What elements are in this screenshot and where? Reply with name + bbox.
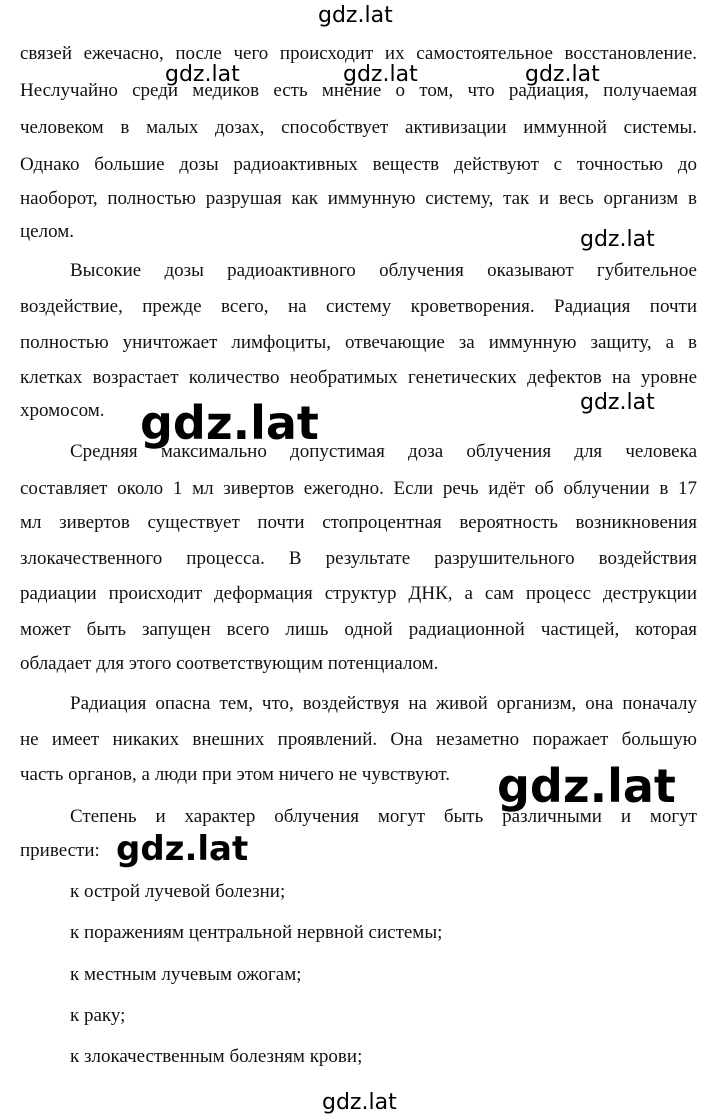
text-line: человеком в малых дозах, способствует активизации иммунной системы. (20, 117, 697, 138)
text-line: не имеет никаких внешних проявлений. Она незаметно поражает большую (20, 729, 697, 750)
text-line: воздействие, прежде всего, на систему кроветворения. Радиация почти (20, 296, 697, 317)
text-line: злокачественного процесса. В результате разрушительного воздействия (20, 548, 697, 569)
watermark: gdz.lat (580, 227, 655, 252)
text-line: составляет около 1 мл зивертов ежегодно. Если речь идёт об облучении в 17 (20, 478, 697, 499)
watermark: gdz.lat (116, 829, 249, 869)
watermark: gdz.lat (343, 62, 418, 87)
watermark: gdz.lat (140, 396, 319, 450)
text-line: клетках возрастает количество необратимых генетических дефектов на уровне (20, 367, 697, 388)
watermark: gdz.lat (525, 62, 600, 87)
text-line: хромосом. (20, 400, 105, 421)
watermark: gdz.lat (322, 1090, 397, 1115)
text-line: Высокие дозы радиоактивного облучения оказывают губительное (70, 260, 697, 281)
text-line: Однако большие дозы радиоактивных веществ действуют с точностью до (20, 154, 697, 175)
watermark: gdz.lat (165, 62, 240, 87)
text-line: может быть запущен всего лишь одной радиационной частицей, которая (20, 619, 697, 640)
text-line: Степень и характер облучения могут быть различными и могут (70, 806, 697, 827)
text-line: привести: (20, 840, 100, 861)
watermark: gdz.lat (580, 390, 655, 415)
text-line: Радиация опасна тем, что, воздействуя на живой организм, она поначалу (70, 693, 697, 714)
list-item: к раку; (70, 1005, 126, 1026)
text-line: мл зивертов существует почти стопроцентная вероятность возникновения (20, 512, 697, 533)
list-item: к местным лучевым ожогам; (70, 964, 302, 985)
list-item: к острой лучевой болезни; (70, 881, 286, 902)
watermark: gdz.lat (497, 759, 676, 813)
text-line: Средняя максимально допустимая доза облучения для человека (70, 441, 697, 462)
text-line: целом. (20, 221, 74, 242)
text-line: Неслучайно среди медиков есть мнение о том, что радиация, получаемая (20, 80, 697, 101)
text-line: часть органов, а люди при этом ничего не чувствуют. (20, 764, 450, 785)
watermark: gdz.lat (318, 3, 393, 28)
text-line: радиации происходит деформация структур ДНК, а сам процесс деструкции (20, 583, 697, 604)
text-line: связей ежечасно, после чего происходит их самостоятельное восстановление. (20, 43, 697, 64)
text-line: обладает для этого соответствующим потенциалом. (20, 653, 439, 674)
text-line: наоборот, полностью разрушая как иммунную систему, так и весь организм в (20, 188, 697, 209)
list-item: к злокачественным болезням крови; (70, 1046, 363, 1067)
text-line: полностью уничтожает лимфоциты, отвечающие за иммунную защиту, а в (20, 332, 697, 353)
list-item: к поражениям центральной нервной системы; (70, 922, 443, 943)
